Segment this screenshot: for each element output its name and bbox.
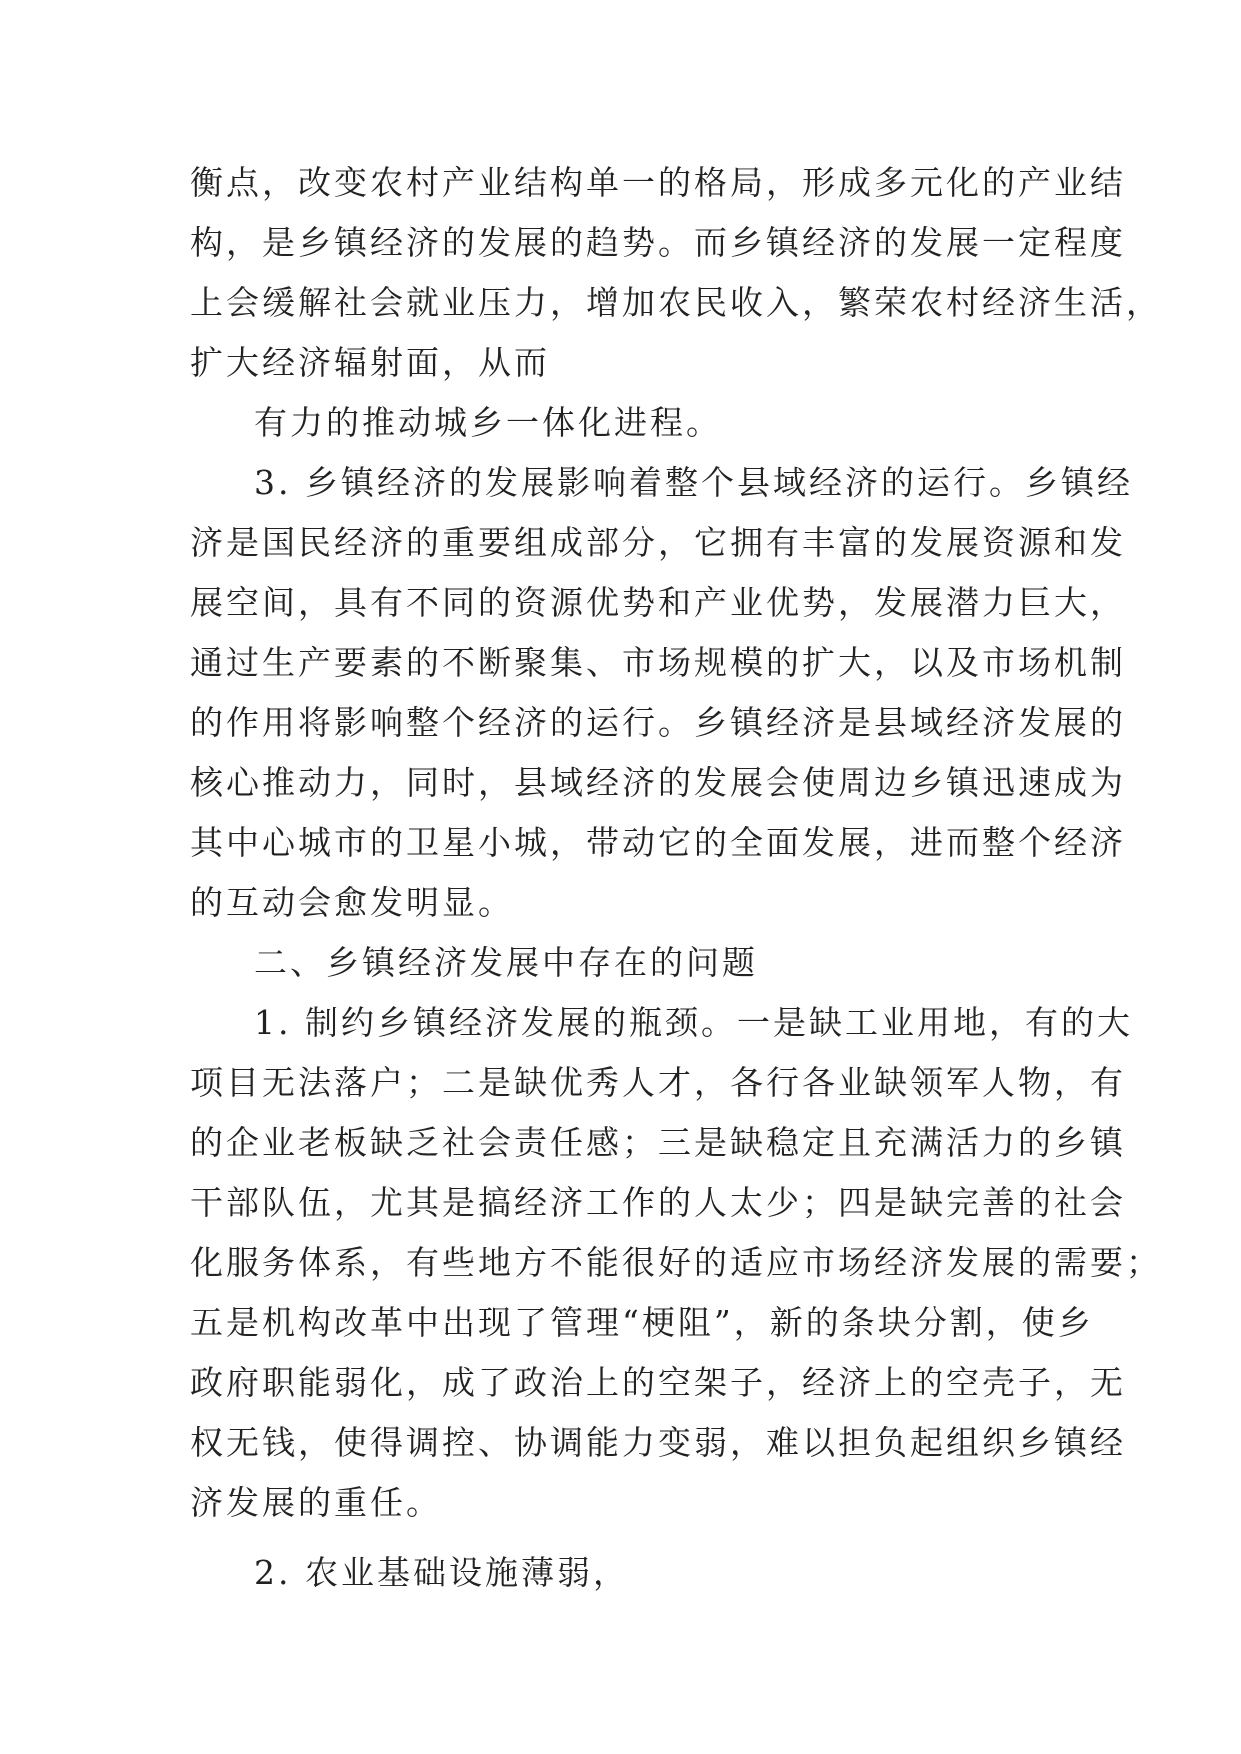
text-line: 扩大经济辐射面，从而 (190, 343, 550, 382)
text-line: 济发展的重任。 (190, 1483, 442, 1522)
text-line: 济是国民经济的重要组成部分，它拥有丰富的发展资源和发 (190, 523, 1126, 562)
text-line: 3. 乡镇经济的发展影响着整个县域经济的运行。乡镇经 (254, 463, 1133, 502)
text-line: 的互动会愈发明显。 (190, 883, 514, 922)
text-line: 核心推动力，同时，县域经济的发展会使周边乡镇迅速成为 (190, 763, 1126, 802)
text-line: 干部队伍，尤其是搞经济工作的人太少；四是缺完善的社会 (190, 1183, 1126, 1222)
text-line: 项目无法落户；二是缺优秀人才，各行各业缺领军人物，有 (190, 1063, 1126, 1102)
text-line: 的企业老板缺乏社会责任感；三是缺稳定且充满活力的乡镇 (190, 1123, 1126, 1162)
text-line: 上会缓解社会就业压力，增加农民收入，繁荣农村经济生活， (190, 283, 1162, 322)
text-line: 五是机构改革中出现了管理“梗阻”，新的条块分割，使乡 (190, 1303, 1094, 1342)
text-line: 衡点，改变农村产业结构单一的格局，形成多元化的产业结 (190, 163, 1126, 202)
text-line: 1. 制约乡镇经济发展的瓶颈。一是缺工业用地，有的大 (254, 1003, 1133, 1042)
text-line: 权无钱，使得调控、协调能力变弱，难以担负起组织乡镇经 (190, 1423, 1126, 1462)
text-line: 构，是乡镇经济的发展的趋势。而乡镇经济的发展一定程度 (190, 223, 1126, 262)
text-line: 其中心城市的卫星小城，带动它的全面发展，进而整个经济 (190, 823, 1126, 862)
text-line: 展空间，具有不同的资源优势和产业优势，发展潜力巨大， (190, 583, 1126, 622)
text-line: 政府职能弱化，成了政治上的空架子，经济上的空壳子，无 (190, 1363, 1126, 1402)
text-line: 通过生产要素的不断聚集、市场规模的扩大，以及市场机制 (190, 643, 1126, 682)
section-heading: 二、乡镇经济发展中存在的问题 (254, 943, 758, 982)
text-line: 2. 农业基础设施薄弱， (254, 1553, 629, 1592)
text-line: 的作用将影响整个经济的运行。乡镇经济是县域经济发展的 (190, 703, 1126, 742)
text-line: 化服务体系，有些地方不能很好的适应市场经济发展的需要； (190, 1243, 1162, 1282)
text-line: 有力的推动城乡一体化进程。 (254, 403, 722, 442)
